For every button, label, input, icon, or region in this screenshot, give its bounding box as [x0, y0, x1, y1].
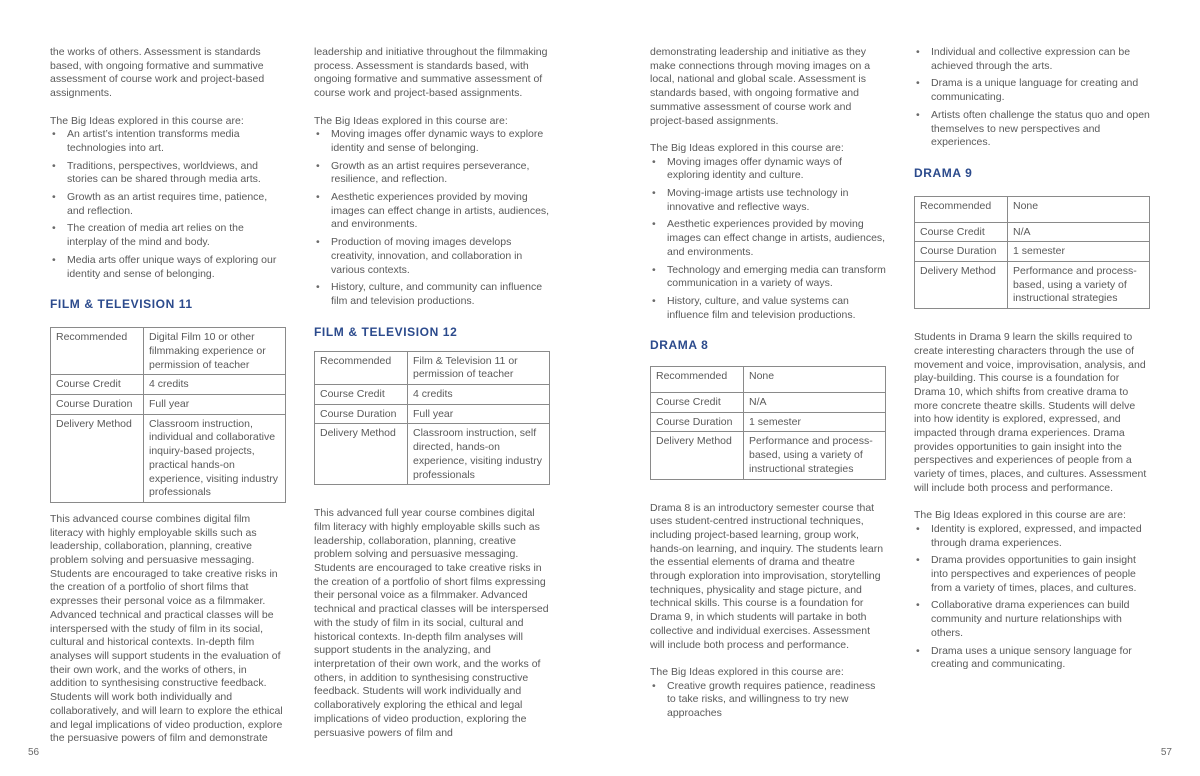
row-value: Full year: [408, 404, 550, 424]
course-description: Drama 8 is an introductory semester course that uses student-centred instructional techniques, including project-based learning, group work, hands-on learning, and inquiry. The students learn the essential elements of drama and theatre through exploration into improvisation, storytelling techniques, physicality and stage picture, and technical skills. This course is a foundation for Drama 9, in which students will partake in both collective and individual exercises. Assessment will include both process and performance.: [650, 501, 884, 651]
list-item: • Traditions, perspectives, worldviews, and stories can be shared through media arts.: [50, 160, 286, 187]
course-info-table: [914, 196, 1150, 309]
course-description: This advanced full year course combines digital film literacy with highly employable skills such as leadership, collaboration, planning, creative problem solving and persuasive messaging. Students are encouraged to take creative risks in the creation of a portfolio of short films expressing their personal voice as a filmmaker. Advanced technical and practical classes will be interspersed with the study of film in its social, cultural and historical contexts. In-depth film analyses will support students in the analyzing, and interpretation of their own work, and the works of others, in addition to synthesising constructive feedback. Students will work individually and collaboratively exploring the ethical and legal implications of video production, exploring the persuasive powers of film and: [314, 507, 549, 739]
table-row: [651, 412, 886, 432]
list-item: • Media arts offer unique ways of exploring our identity and sense of belonging.: [50, 254, 286, 281]
course-title: DRAMA 8: [650, 338, 709, 353]
row-label: Course Duration: [651, 412, 744, 432]
intro-text: demonstrating leadership and initiative as they make connections through moving images on a local, national and global scale. Assessment is standards based, with ongoing formative and summative assessment of course work and project-based assignments.: [650, 46, 871, 127]
list-item: • Identity is explored, expressed, and impacted through drama experiences.: [914, 523, 1150, 550]
row-label: Delivery Method: [915, 262, 1008, 309]
table-row: [651, 432, 886, 479]
list-item: • Artists often challenge the status quo and open themselves to new perspectives and experiences.: [914, 109, 1150, 150]
table-row: [651, 367, 886, 393]
list-item: • Drama provides opportunities to gain insight into perspectives and experiences of people from a variety of times, places, and cultures.: [914, 554, 1150, 595]
course-title: FILM & TELEVISION 11: [50, 297, 193, 312]
list-item: • Drama is a unique language for creating and communicating.: [914, 77, 1150, 104]
column-2: [314, 46, 550, 740]
course-description: Students in Drama 9 learn the skills required to create interesting characters through the use of movement and voice, improvisation, analysis, and play-building. This course is a foundation for Drama 10, which shifts from creative drama to more concrete theatre skills. Students will delve into how identity is explored, expressed, and impacted through drama experiences. Drama provides opportunities to gain insight into the perspectives and experiences of people from a variety of times, places, and cultures. Assessment will include both process and performance.: [914, 331, 1147, 494]
row-label: Course Duration: [915, 242, 1008, 262]
row-label: Course Credit: [315, 385, 408, 405]
list-item: • Aesthetic experiences provided by moving images can effect change in artists, audiences, and environments.: [314, 191, 550, 232]
row-value: Digital Film 10 or other filmmaking experience or permission of teacher: [144, 328, 286, 375]
row-label: Recommended: [651, 367, 744, 393]
row-label: Course Credit: [915, 222, 1008, 242]
table-row: [315, 385, 550, 405]
list-item: • Production of moving images develops creativity, innovation, and collaboration in various contexts.: [314, 236, 550, 277]
course-title: FILM & TELEVISION 12: [314, 324, 458, 339]
table-row: [51, 375, 286, 395]
row-value: 1 semester: [1008, 242, 1150, 262]
table-row: [651, 393, 886, 413]
intro-text: the works of others. Assessment is standards based, with ongoing formative and summative assessment of course work and project-based assignments.: [50, 46, 265, 100]
row-value: 4 credits: [144, 375, 286, 395]
column-1: [50, 46, 286, 746]
row-label: Recommended: [315, 351, 408, 384]
list-item: • Moving-image artists use technology in innovative and reflective ways.: [650, 187, 886, 214]
big-ideas-heading: The Big Ideas explored in this course are are:: [914, 509, 1126, 522]
table-row: [915, 222, 1150, 242]
list-item: • Moving images offer dynamic ways of exploring identity and culture.: [650, 156, 886, 183]
row-label: Delivery Method: [51, 414, 144, 502]
row-value: N/A: [744, 393, 886, 413]
column-3: [650, 46, 886, 725]
list-item: • Growth as an artist requires time, patience, and reflection.: [50, 191, 286, 218]
course-title: DRAMA 9: [914, 165, 973, 180]
row-label: Course Duration: [51, 395, 144, 415]
table-row: [915, 196, 1150, 222]
table-row: [51, 328, 286, 375]
list-item: • Growth as an artist requires perseverance, resilience, and reflection.: [314, 160, 550, 187]
page-number-right: 57: [1160, 747, 1172, 758]
list-item: • An artist’s intention transforms media technologies into art.: [50, 128, 286, 155]
list-item: • The creation of media art relies on the interplay of the mind and body.: [50, 222, 286, 249]
row-value: None: [744, 367, 886, 393]
table-row: [315, 424, 550, 485]
table-row: [915, 262, 1150, 309]
big-ideas-list: [650, 156, 886, 323]
table-row: [51, 414, 286, 502]
row-label: Course Duration: [315, 404, 408, 424]
row-label: Recommended: [915, 196, 1008, 222]
intro-text: leadership and initiative throughout the filmmaking process. Assessment is standards based, with ongoing formative and summative assessment of course work and project-based assignments.: [314, 46, 548, 100]
row-value: Performance and process-based, using a variety of instructional strategies: [1008, 262, 1150, 309]
course-info-table: [314, 351, 550, 486]
row-value: Full year: [144, 395, 286, 415]
course-description: This advanced course combines digital film literacy with highly employable skills such as leadership, collaboration, planning, creative problem solving and persuasive messaging. Students are encouraged to take creative risks in the creation of a portfolio of short films that expresses their personal voice as a filmmaker. Advanced technical and practical classes will be interspersed with the study of film in its social, cultural and historical contexts. In-depth film analyses will support students in the evaluation of their own work, and the works of others, in addition to synthesising constructive feedback. Students will work both individually and collaboratively, and will learn to explore the ethical and legal implications of video production, explore the persuasive powers of film and demonstrate: [50, 512, 283, 745]
big-ideas-heading: The Big Ideas explored in this course are:: [50, 114, 244, 127]
table-row: [315, 351, 550, 384]
list-item: • Technology and emerging media can transform communication in a variety of ways.: [650, 264, 886, 291]
list-item: • Drama uses a unique sensory language for creating and communicating.: [914, 645, 1150, 672]
row-label: Delivery Method: [651, 432, 744, 479]
big-ideas-heading: The Big Ideas explored in this course are:: [314, 114, 508, 127]
row-label: Recommended: [51, 328, 144, 375]
list-item: • Moving images offer dynamic ways to explore identity and sense of belonging.: [314, 128, 550, 155]
list-item: • Collaborative drama experiences can build community and nurture relationships with others.: [914, 599, 1150, 640]
page-number-left: 56: [28, 747, 40, 758]
row-value: N/A: [1008, 222, 1150, 242]
table-row: [51, 395, 286, 415]
row-value: Film & Television 11 or permission of teacher: [408, 351, 550, 384]
table-row: [315, 404, 550, 424]
big-ideas-list: [314, 128, 550, 308]
course-info-table: [650, 366, 886, 479]
big-ideas-heading: The Big Ideas explored in this course are:: [650, 141, 844, 154]
list-item: • Aesthetic experiences provided by moving images can effect change in artists, audiences, and environments.: [650, 218, 886, 259]
row-value: Performance and process-based, using a variety of instructional strategies: [744, 432, 886, 479]
table-row: [915, 242, 1150, 262]
big-ideas-list: [50, 128, 286, 281]
row-value: None: [1008, 196, 1150, 222]
big-ideas-heading: The Big Ideas explored in this course are:: [650, 665, 844, 678]
list-item: • Creative growth requires patience, readiness to take risks, and willingness to try new approaches: [650, 680, 886, 721]
big-ideas-list: [914, 523, 1150, 672]
row-label: Course Credit: [651, 393, 744, 413]
row-value: Classroom instruction, individual and collaborative inquiry-based projects, practical hands-on experience, visiting industry professionals: [144, 414, 286, 502]
list-item: • Individual and collective expression can be achieved through the arts.: [914, 46, 1150, 73]
row-label: Course Credit: [51, 375, 144, 395]
row-value: 1 semester: [744, 412, 886, 432]
row-value: 4 credits: [408, 385, 550, 405]
list-item: • History, culture, and value systems can influence film and television productions.: [650, 295, 886, 322]
column-4: [914, 46, 1150, 676]
big-ideas-list-continued: [914, 46, 1150, 150]
row-value: Classroom instruction, self directed, hands-on experience, visiting industry professionals: [408, 424, 550, 485]
list-item: • History, culture, and community can influence film and television productions.: [314, 281, 550, 308]
big-ideas-list: [650, 680, 886, 721]
row-label: Delivery Method: [315, 424, 408, 485]
course-info-table: [50, 327, 286, 503]
